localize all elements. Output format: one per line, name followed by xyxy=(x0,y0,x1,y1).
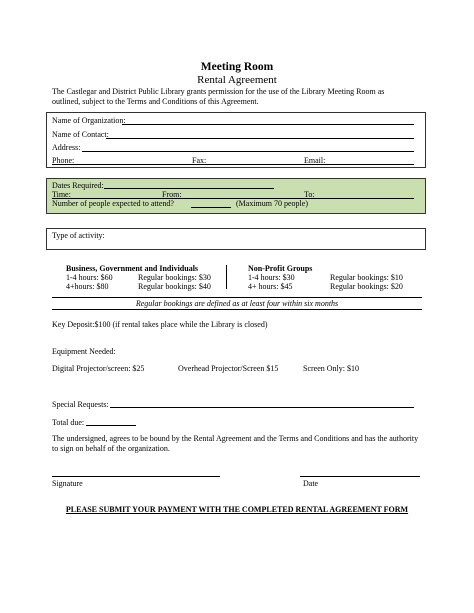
label-type-activity[interactable]: Type of activity: xyxy=(52,231,105,240)
label-phone: Phone: xyxy=(52,156,75,165)
nonprofit-row-1-right: Regular bookings: $10 xyxy=(330,273,403,282)
rates-bottom-rule xyxy=(52,309,422,310)
label-name-organization: Name of Organization: xyxy=(52,116,126,125)
label-time: Time: xyxy=(52,190,71,199)
regular-bookings-note: Regular bookings are defined as at least four within six months xyxy=(135,299,339,308)
nonprofit-row-2-left: 4+ hours: $45 xyxy=(248,282,293,291)
field-address[interactable] xyxy=(82,151,414,152)
label-address: Address: xyxy=(52,143,81,152)
nonprofit-row-1-left: 1-4 hours: $30 xyxy=(248,273,295,282)
field-name-contact[interactable] xyxy=(106,138,414,139)
label-people-expected: Number of people expected to attend? xyxy=(52,199,174,208)
key-deposit: Key Deposit:$100 (if rental takes place while the Library is closed) xyxy=(52,320,268,329)
nonprofit-heading: Non-Profit Groups xyxy=(248,264,313,273)
field-special-requests[interactable] xyxy=(110,407,414,408)
label-special-requests: Special Requests: xyxy=(52,400,109,409)
label-fax: Fax: xyxy=(192,156,207,165)
equipment-heading: Equipment Needed: xyxy=(52,347,116,356)
page-subtitle: Rental Agreement xyxy=(197,74,277,86)
equipment-overhead-projector[interactable]: Overhead Projector/Screen $15 xyxy=(178,364,279,373)
label-email: Email: xyxy=(304,156,326,165)
business-row-2-right: Regular bookings: $40 xyxy=(138,282,211,291)
label-to: To: xyxy=(304,190,315,199)
submit-notice: PLEASE SUBMIT YOUR PAYMENT WITH THE COMPLETED RENTAL AGREEMENT FORM xyxy=(65,505,409,514)
label-from: From: xyxy=(162,190,182,199)
intro-text: The Castlegar and District Public Library grants permission for the use of the Library Meeting Room as outlined, subject to the Terms and Conditions of this Agreement. xyxy=(52,87,385,106)
equipment-screen-only[interactable]: Screen Only: $10 xyxy=(303,364,359,373)
field-name-organization[interactable] xyxy=(122,124,414,125)
label-name-contact: Name of Contact: xyxy=(52,130,109,139)
label-dates-required: Dates Required: xyxy=(52,181,104,190)
signature-line[interactable] xyxy=(52,476,220,477)
field-total-due[interactable] xyxy=(86,425,136,426)
undersigned-text: The undersigned, agrees to be bound by the Rental Agreement and the Terms and Conditions and has the authority to sign on behalf of the organization. xyxy=(52,434,419,453)
field-dates-required[interactable] xyxy=(104,188,274,189)
label-date: Date xyxy=(303,479,319,488)
date-line[interactable] xyxy=(300,476,420,477)
equipment-digital-projector[interactable]: Digital Projector/screen: $25 xyxy=(52,364,145,373)
business-row-1-left: 1-4 hours: $60 xyxy=(66,273,113,282)
label-signature: Signature xyxy=(52,479,83,488)
field-people-expected[interactable] xyxy=(191,207,231,208)
business-row-2-left: 4+hours: $80 xyxy=(66,282,109,291)
label-total-due: Total due: xyxy=(52,418,85,427)
nonprofit-row-2-right: Regular bookings: $20 xyxy=(330,282,403,291)
page-title: Meeting Room xyxy=(200,61,274,73)
business-row-1-right: Regular bookings: $30 xyxy=(138,273,211,282)
label-max-people: (Maximum 70 people) xyxy=(236,199,308,208)
rates-top-rule xyxy=(52,297,422,298)
rates-divider xyxy=(226,265,227,289)
business-heading: Business, Government and Individuals xyxy=(66,264,199,273)
field-phone[interactable] xyxy=(52,164,414,165)
